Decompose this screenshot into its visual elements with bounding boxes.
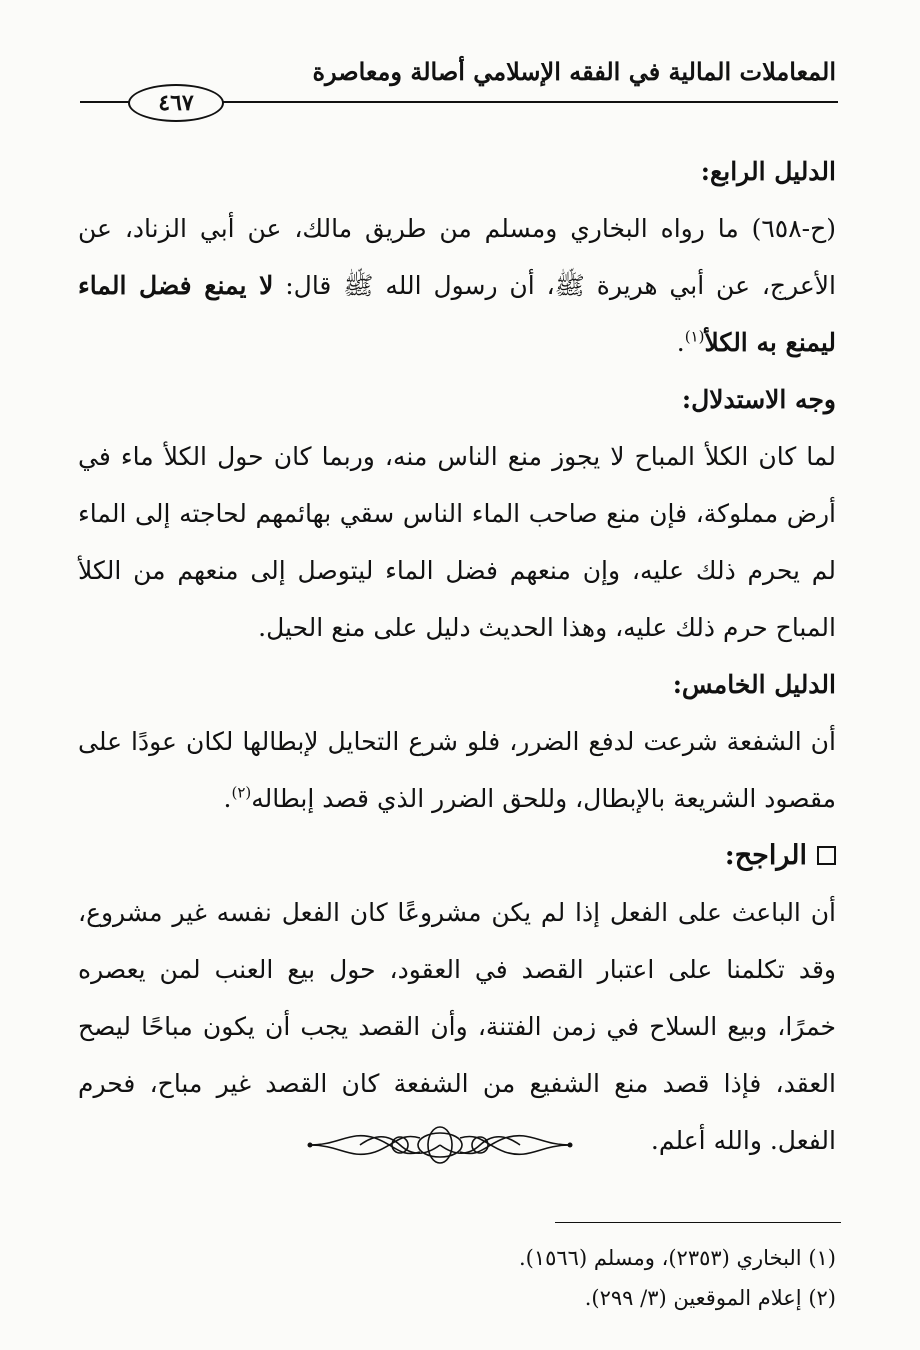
inference-paragraph: لما كان الكلأ المباح لا يجوز منع الناس منه، وربما كان حول الكلأ ماء في أرض مملوكة، فإن منع صاحب الماء الناس سقي بهائمهم لحاجته إلى الماء لم يحرم ذلك عليه، وإن منعهم فضل الماء ليتوصل إلى منعهم من الكلأ المباح حرم ذلك عليه، وهذا الحديث دليل على منع الحيل. (78, 442, 836, 642)
evidence-five-end: . (223, 784, 232, 813)
evidence-four-paragraph (78, 200, 836, 371)
evidence-five-heading: الدليل الخامس: (672, 670, 836, 699)
footnote-ref-1[interactable]: (١) (684, 327, 705, 346)
square-bullet-icon (817, 846, 836, 865)
verdict-heading: الراجح: (724, 840, 807, 871)
body-text (78, 143, 836, 1169)
footnotes (78, 1238, 836, 1318)
evidence-four-text: (ح-٦٥٨) ما رواه البخاري ومسلم من طريق مالك، عن أبي الزناد، عن الأعرج، عن أبي هريرة ﷺ، أن رسول الله ﷺ قال: (78, 214, 836, 300)
footnote-1: (١) البخاري (٢٣٥٣)، ومسلم (١٥٦٦). (518, 1246, 836, 1270)
evidence-five-text: أن الشفعة شرعت لدفع الضرر، فلو شرع التحايل لإبطالها لكان عودًا على مقصود الشريعة بالإبطال، وللحق الضرر الذي قصد إبطاله (78, 727, 836, 813)
inference-heading: وجه الاستدلال: (681, 385, 836, 414)
footnote-2: (٢) إعلام الموقعين (٣/ ٢٩٩). (584, 1286, 836, 1310)
verdict-paragraph: أن الباعث على الفعل إذا لم يكن مشروعًا كان الفعل نفسه غير مشروع، وقد تكلمنا على اعتبار القصد في العقود، حول بيع العنب لمن يعصره خمرًا، وبيع السلاح في زمن الفتنة، وأن القصد يجب أن يكون مباحًا ليصح العقد، فإذا قصد منع الشفيع من الشفعة كان القصد غير مباح، فحرم الفعل. والله أعلم. (78, 898, 836, 1155)
footnote-ref-2[interactable]: (٢) (231, 783, 252, 802)
evidence-four-heading: الدليل الرابع: (700, 157, 836, 186)
ornament-divider-icon (300, 1120, 580, 1170)
verdict-heading-row (78, 827, 836, 884)
evidence-five-paragraph (78, 713, 836, 827)
running-title: المعاملات المالية في الفقه الإسلامي أصالة ومعاصرة (312, 57, 836, 86)
footnote-rule (555, 1222, 841, 1223)
evidence-four-end: . (676, 328, 685, 357)
hadith-text: لا يمنع فضل الماء ليمنع به الكلأ (78, 271, 836, 357)
page-number: ٤٦٧ (128, 84, 224, 122)
